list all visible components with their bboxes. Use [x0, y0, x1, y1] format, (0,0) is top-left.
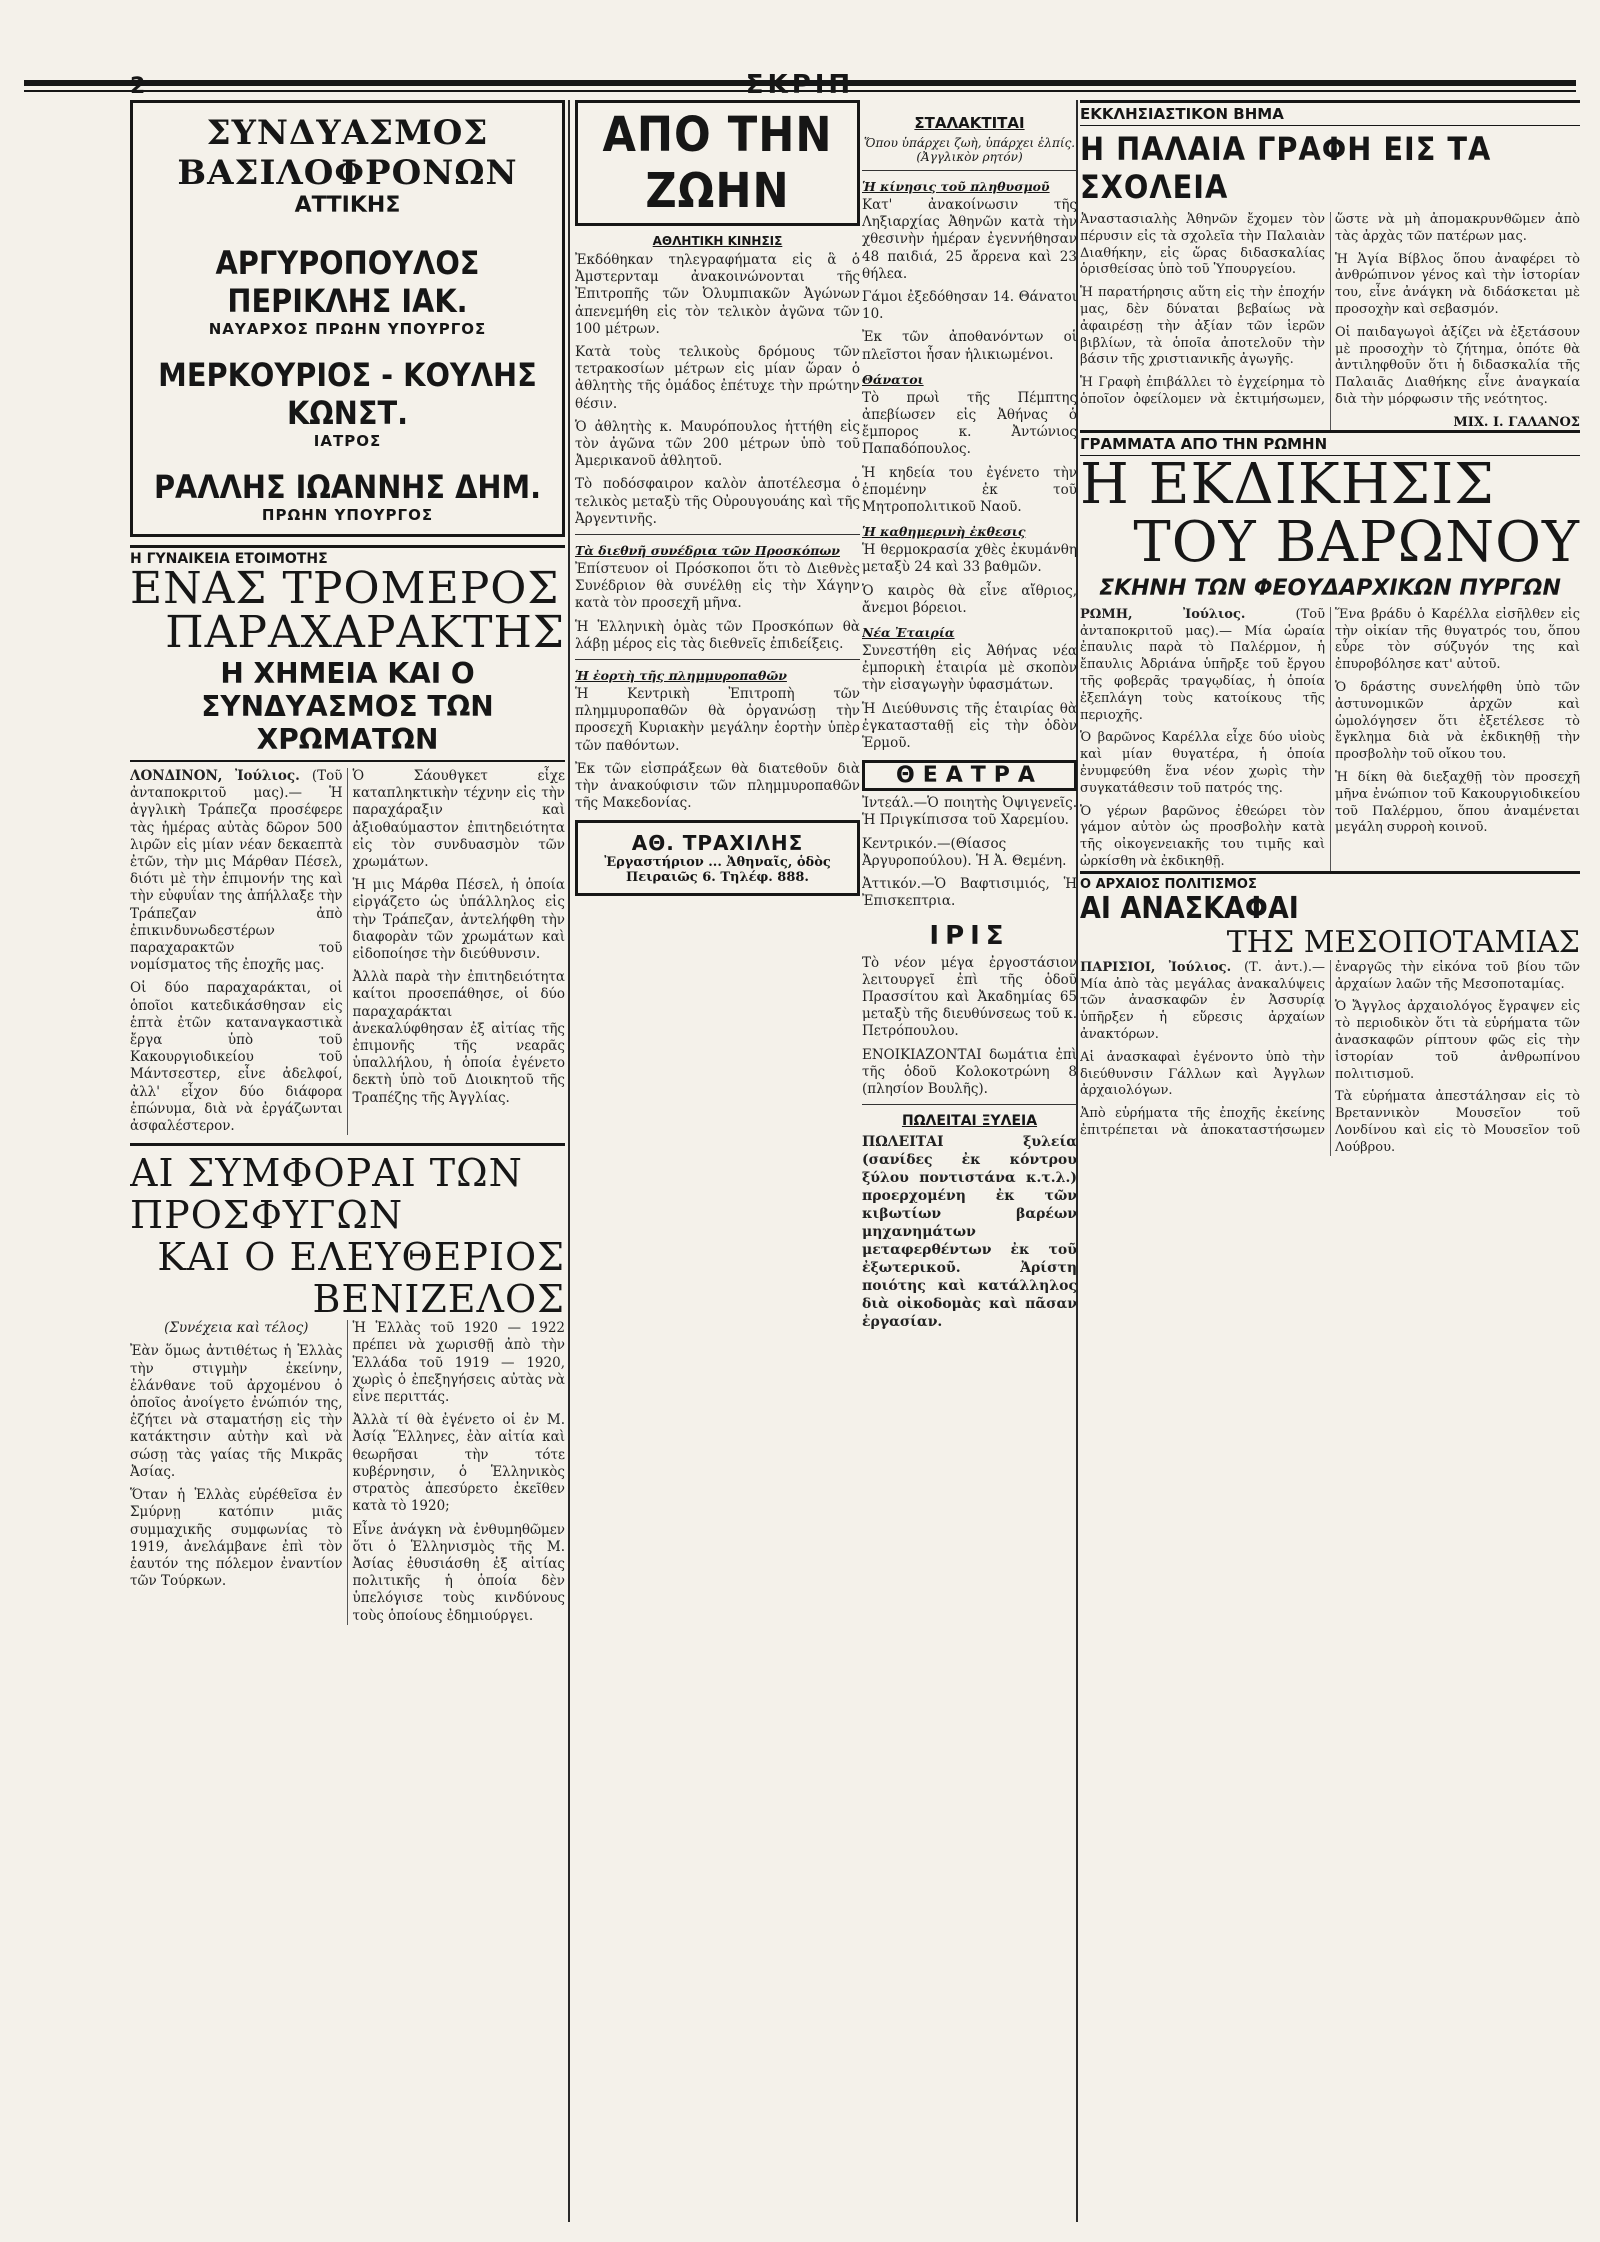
archaeology-headline-2: ΤΗΣ ΜΕΣΟΠΟΤΑΜΙΑΣ — [1226, 924, 1580, 960]
swindle-subhead: Η ΧΗΜΕΙΑ ΚΑΙ Ο ΣΥΝΔΥΑΣΜΟΣ ΤΩΝ ΧΡΩΜΑΤΩΝ — [130, 657, 565, 762]
swindle-headline-1: ΕΝΑΣ ΤΡΟΜΕΡΟΣ — [130, 563, 560, 614]
article-paragraph: Ὁ γέρων βαρῶνος ἐθεώρει τὸν γάμον αὐτὸν ὡς προσβολὴν κατὰ τῆς οἰκογενειακῆς του τιμῆς καὶ ὠρκίσθη νὰ ἐκδικηθῇ. — [1080, 803, 1325, 869]
article-paragraph: Τὸ νέον μέγα ἐργοστάσιον λειτουργεῖ ἐπὶ τῆς ὁδοῦ Πρασσίτου καὶ Ἀκαδημίας 65 μεταξὺ τῆς διευθύνσεως τοῦ κ. Πετρόπουλου. — [862, 954, 1077, 1040]
rome-subhead: ΣΚΗΝΗ ΤΩΝ ΦΕΟΥΔΑΡΧΙΚΩΝ ΠΥΡΓΩΝ — [1099, 575, 1561, 601]
refugees-headline-1: ΑΙ ΣΥΜΦΟΡΑΙ ΤΩΝ ΠΡΟΣΦΥΓΩΝ — [130, 1151, 523, 1238]
article-paragraph: Ἡ Ἑλληνικὴ ὁμὰς τῶν Προσκόπων θὰ λάβῃ μέρος εἰς τὰς διεθνεῖς ἐπιδείξεις. — [575, 618, 860, 652]
article-paragraph: Οἱ δύο παραχαράκται, οἱ ὁποῖοι κατεδικάσθησαν εἰς ἑπτὰ ἐτῶν καταναγκαστικὰ ἔργα ὑπὸ τοῦ Κακουργιοδικείου τοῦ Μάντσεστερ, εἶνε ἀδελφοί, ἀλλ' εἶχον δύο διάφορα ἐπώνυμα, διὰ νὰ ἐργάζωνται ἀσφαλέστερον. — [130, 980, 343, 1135]
candidate-role: ΠΡΩΗΝ ΥΠΟΥΡΓΟΣ — [261, 506, 434, 524]
article-paragraph: Ὅταν ἡ Ἑλλὰς εὑρέθεῖσα ἐν Σμύρνῃ κατόπιν μιᾶς συμμαχικῆς συμφωνίας τὸ 1919, ἀνελάμβανε ἐπὶ τὸν ἑαυτόν της πόλεμον ἐναντίον τῶν Τούρκων. — [130, 1487, 343, 1590]
article-paragraph: Τὸ ποδόσφαιρον καλὸν ἀποτέλεσμα ὁ τελικὸς μεταξὺ τῆς Οὐρουγουάης καὶ τῆς Ἀργεντινῆς. — [575, 476, 860, 527]
dateline: ΡΩΜΗ, Ἰούλιος. — [1080, 606, 1246, 622]
church-kicker: ΕΚΚΛΗΣΙΑΣΤΙΚΟΝ ΒΗΜΑ — [1080, 100, 1580, 126]
article-paragraph: Ἕνα βράδυ ὁ Καρέλλα εἰσῆλθεν εἰς τὴν οἰκίαν τῆς θυγατρός του, ὅπου εὗρε τὸν σύζυγόν της καὶ ἐπυροβόλησε κατ' αὐτοῦ. — [1335, 606, 1580, 673]
crystals-column — [862, 100, 1077, 2222]
article-paragraph: Ἡ δίκη θὰ διεξαχθῇ τὸν προσεχῆ μῆνα ἐνώπιον τοῦ Κακουργιοδικείου τοῦ Παλέρμου, ὅπου ἀναμένεται μεγάλη συρροὴ κοινοῦ. — [1335, 769, 1580, 836]
crystals-quote: Ὅπου ὑπάρχει ζωὴ, ὑπάρχει ἐλπίς. (Ἀγγλικὸν ρητόν) — [863, 136, 1076, 164]
article-paragraph: Ὁ καιρὸς θὰ εἶνε αἴθριος, ἄνεμοι βόρειοι. — [862, 582, 1077, 616]
article-paragraph: Ἰντεάλ.—Ὁ ποιητὴς Ὀψιγενεῖς. Ἡ Πριγκίπισσα τοῦ Χαρεμίου. — [862, 795, 1077, 829]
trachilis-ad — [575, 820, 860, 896]
article-paragraph: Οἱ παιδαγωγοὶ ἀξίζει νὰ ἐξετάσουν μὲ προσοχὴν τὸ ζήτημα, ὁπότε θὰ ἀντιληφθοῦν ὅτι ἡ διδασκαλία τῆς Παλαιᾶς Διαθήκης εἶνε ἀναγκαία διὰ τὴν μόρφωσιν τῆς νεότητος. — [1335, 324, 1580, 407]
article-paragraph: Τὰ εὑρήματα ἀπεστάλησαν εἰς τὸ Βρεταννικὸν Μουσεῖον τοῦ Λονδίνου καὶ εἰς τὸ Μουσεῖον τοῦ Λούβρου. — [1335, 1089, 1580, 1155]
article-paragraph: Ἐκ τῶν εἰσπράξεων θὰ διατεθοῦν διὰ τὴν ἀνακούφισιν τῶν πλημμυροπαθῶν τῆς Μακεδονίας. — [575, 760, 860, 812]
article-paragraph: Ἡ Ἑλλὰς τοῦ 1920 — 1922 πρέπει νὰ χωρισθῇ ἀπὸ τὴν Ἑλλάδα τοῦ 1919 — 1920, χωρὶς ὁ ἐπεξηγήσεις αὐτὰς νὰ εἶνε περιττάς. — [352, 1320, 565, 1406]
article-paragraph: Ἡ Ἁγία Βίβλος ὅπου ἀναφέρει τὸ ἀνθρώπινον γένος καὶ τὴν ἱστορίαν του, εἶνε ἀνάγκη νὰ διδάσκεται μὲ προσοχὴν καὶ σεβασμόν. — [1335, 251, 1580, 317]
population-head: Ἡ κίνησις τοῦ πληθυσμοῦ — [862, 179, 1050, 194]
swindle-kicker: Η ΓΥΝΑΙΚΕΙΑ ΕΤΟΙΜΟΤΗΣ — [130, 545, 565, 567]
ad-body: Ἐργαστήριον ... Ἀθηναῖς, ὁδὸς Πειραιῶς 6. Τηλέφ. 888. — [604, 855, 831, 886]
article-paragraph: Ὁ ἀθλητὴς κ. Μαυρόπουλος ἡττήθη εἰς τὸν ἀγῶνα τῶν 200 μέτρων ὑπὸ τοῦ Ἀμερικανοῦ ἀθλητοῦ. — [575, 418, 860, 470]
article-paragraph: Ὁ βαρῶνος Καρέλλα εἶχε δύο υἱοὺς καὶ μίαν θυγατέρα, ἡ ὁποία ἐνυμφεύθη ἕνα νέον χωρὶς τὴν συγκατάθεσιν τοῦ πατρός της. — [1080, 730, 1325, 796]
life-column — [575, 100, 860, 2222]
archaeology-body — [1080, 960, 1580, 1157]
article-paragraph: Εἶνε ἀνάγκη νὰ ἐνθυμηθῶμεν ὅτι ὁ Ἑλληνισμὸς τῆς Μ. Ἀσίας ἐθυσιάσθη ἐξ αἰτίας πολιτικῆς ἡ ὁποία δὲν ὑπελόγισε τοὺς κινδύνους τοὺς ὁποίους ἐδημιούργει. — [352, 1521, 565, 1624]
scouts-head: Τὰ διεθνῆ συνέδρια τῶν Προσκόπων — [575, 543, 840, 559]
iris-head: ΙΡΙΣ — [929, 920, 1010, 951]
refugees-headline-2: ΚΑΙ Ο ΕΛΕΥΘΕΡΙΟΣ ΒΕΝΙΖΕΛΟΣ — [157, 1235, 565, 1322]
candidate-role: ΝΑΥΑΡΧΟΣ ΠΡΩΗΝ ΥΠΟΥΡΓΟΣ — [208, 320, 487, 338]
article-paragraph: Ἡ μις Μάρθα Πέσελ, ἡ ὁποία εἰργάζετο ὡς ὑπάλληλος εἰς τὴν Τράπεζαν, ἀντελήφθη τὴν διαφορὰν τῶν χρωμάτων καὶ εἰδοποίησε τὴν διεύθυνσιν. — [352, 877, 565, 963]
dateline: ΠΑΡΙΣΙΟΙ, Ἰούλιος. — [1080, 959, 1232, 975]
swindle-headline-2: ΠΑΡΑΧΑΡΑΚΤΗΣ — [165, 607, 565, 658]
article-paragraph: ΕΝΟΙΚΙΑΖΟΝΤΑΙ δωμάτια ἐπὶ τῆς ὁδοῦ Κολοκοτρώνη 8 (πλησίον Βουλῆς). — [862, 1046, 1077, 1097]
theatre-head: ΘΕΑΤΡΑ — [862, 760, 1077, 791]
masthead — [0, 0, 1600, 100]
archaeology-kicker: Ο ΑΡΧΑΙΟΣ ΠΟΛΙΤΙΣΜΟΣ — [1080, 871, 1580, 892]
company-head: Νέα Ἐταιρία — [862, 625, 955, 641]
church-body — [1080, 212, 1580, 430]
article-paragraph: Τὸ πρωὶ τῆς Πέμπτης ἀπεβίωσεν εἰς Ἀθήνας ὁ ἔμπορος κ. Ἀντώνιος Παπαδόπουλος. — [862, 389, 1077, 458]
article-paragraph: Ἡ παρατήρησις αὕτη εἰς τὴν ἐποχήν μας, δὲν δύναται βεβαίως νὰ ἀφαιρέσῃ τὴν ἀξίαν τῶν ἱερῶν βιβλίων, τὰ ὁποῖα ἀποτελοῦν τὴν βάσιν τῆς χριστιανικῆς ἀγωγῆς. — [1080, 285, 1325, 368]
church-signature: ΜΙΧ. Ι. ΓΑΛΑΝΟΣ — [1453, 414, 1580, 430]
article-paragraph: Ἡ Διεύθυνσις τῆς ἑταιρίας θὰ ἐγκατασταθῇ εἰς τὴν ὁδὸν Ἑρμοῦ. — [862, 700, 1077, 752]
candidate-role: ΙΑΤΡΟΣ — [313, 432, 382, 450]
rome-kicker: ΓΡΑΜΜΑΤΑ ΑΠΟ ΤΗΝ ΡΩΜΗΝ — [1080, 430, 1580, 456]
section-rule — [130, 1143, 565, 1146]
life-column-title: ΑΠΟ ΤΗΝ ΖΩΗΝ — [575, 100, 860, 226]
ad-title: ΑΘ. ΤΡΑΧΙΛΗΣ — [631, 831, 804, 856]
dateline: ΛΟΝΔΙΝΟΝ, Ἰούλιος. — [130, 768, 300, 784]
article-paragraph: ΡΩΜΗ, Ἰούλιος. (Τοῦ ἀνταποκριτοῦ μας).— Μία ὡραία ἐπαυλις παρὰ τὸ Παλέρμον, ἡ ἔπαυλις Ἀδριάνα ὑπῆρξε τοῦ ἔργου τῆς φοβερᾶς τραγῳδίας, ἡ ὁποία ἐξεπλάγη τοὺς κατοίκους τῆς περιοχῆς. — [1080, 606, 1325, 723]
article-paragraph: Ἡ Κεντρικὴ Ἐπιτροπὴ τῶν πλημμυροπαθῶν θὰ ὀργανώσῃ τὴν προσεχῆ Κυριακὴν μεγάλην ἑορτὴν ὑπὲρ τῶν παθόντων. — [575, 686, 860, 754]
royalist-box-title: ΣΥΝΔΥΑΣΜΟΣ ΒΑΣΙΛΟΦΡΟΝΩΝ — [177, 113, 518, 193]
article-paragraph: Ἡ Γραφὴ ἐπιβάλλει τὸ ἐγχείρημα τὸ ὁποῖον ὀφείλομεν νὰ ἐκτιμήσωμεν, ὥστε νὰ μὴ ἀπομακρυνθῶμεν ἀπὸ τὰς ἀρχὰς τῶν πατέρων μας. — [1080, 212, 1580, 407]
article-paragraph: Ἀναστασιαλὴς Ἀθηνῶν ἔχομεν τὸν πέρυσιν εἰς τὰ σχολεῖα τὴν Παλαιὰν Διαθήκην, εἰς ὥρας διδασκαλίας ὁρισθείσας ὑπὸ τοῦ Ὑπουργείου. — [1080, 212, 1325, 278]
sale-body: ΠΩΛΕΙΤΑΙ ξυλεία (σανίδες ἐκ κόντρου ξύλου ποντιστάνα κ.τ.λ.) προερχομένη ἐκ τῶν κιβωτίων βαρέων μηχανημάτων μεταφερθέντων ἐκ τοῦ ἐξωτερικοῦ. Ἀρίστη ποιότης καὶ κατάλληλος διὰ οἰκοδομὰς καὶ πᾶσαν ἐργασίαν. — [862, 1134, 1077, 1331]
swindle-body — [130, 768, 565, 1135]
candidate-name: ΜΕΡΚΟΥΡΙΟΣ - ΚΟΥΛΗΣ ΚΩΝΣΤ. — [158, 356, 537, 432]
rome-headline-1: Η ΕΚΔΙΚΗΣΙΣ — [1080, 451, 1495, 517]
paper-name: ΣΚΡΙΠ — [745, 70, 855, 100]
article-paragraph: Αἱ ἀνασκαφαὶ ἐγένοντο ὑπὸ τὴν διεύθυνσιν Γάλλων καὶ Ἀγγλων ἀρχαιολόγων. — [1080, 1049, 1325, 1099]
archaeology-headline-1: ΑΙ ΑΝΑΣΚΑΦΑΙ — [1080, 890, 1299, 926]
article-paragraph: Συνεστήθη εἰς Ἀθήνας νέα ἐμπορικὴ ἑταιρία μὲ σκοπὸν τὴν εἰσαγωγὴν ὑφασμάτων. — [862, 643, 1077, 694]
candidate-name: ΡΑΛΛΗΣ ΙΩΑΝΝΗΣ ΔΗΜ. — [153, 468, 542, 506]
article-paragraph: Ἡ θερμοκρασία χθὲς ἐκυμάνθη μεταξὺ 24 καὶ 33 βαθμῶν. — [862, 542, 1077, 576]
candidate-name: ΑΡΓΥΡΟΠΟΥΛΟΣ ΠΕΡΙΚΛΗΣ ΙΑΚ. — [215, 244, 480, 320]
church-headline: Η ΠΑΛΑΙΑ ΓΡΑΦΗ ΕΙΣ ΤΑ ΣΧΟΛΕΙΑ — [1080, 130, 1492, 206]
separator — [575, 534, 860, 535]
article-paragraph: Ἐκ τῶν ἀποθανόντων οἱ πλεῖστοι ἦσαν ἡλικιωμένοι. — [862, 329, 1077, 363]
article-paragraph: ΛΟΝΔΙΝΟΝ, Ἰούλιος. (Τοῦ ἀνταποκριτοῦ μας).— Ἡ ἀγγλικὴ Τράπεζα προσέφερε τὰς ἡμέρας αὐτὰς δῶρον 500 λιρῶν εἰς μίαν νέαν δεκαεπτὰ ἐτῶν, τὴν μις Μάρθαν Πέσελ, διότι μὲ τὴν ἐπιμονήν της καὶ τὴν εὐφυΐαν της ἀπήλλαξε τὴν Τράπεζαν ἀπὸ ἐπικινδυνωδεστέρων παραχαρακτῶν τοῦ νομίσματος τῆς ἐποχῆς μας. — [130, 768, 343, 974]
article-paragraph: Κατ' ἀνακοίνωσιν τῆς Ληξιαρχίας Ἀθηνῶν κατὰ τὴν χθεσινὴν ἡμέραν ἐγεννήθησαν 48 παιδιά, 25 ἄρρενα καὶ 23 θήλεα. — [862, 197, 1077, 282]
continuation-note: (Συνέχεια καὶ τέλος) — [164, 1320, 309, 1337]
article-paragraph: Ἀλλὰ παρὰ τὴν ἐπιτηδειότητα καίτοι προσεπάθησε, οἱ δύο παραχαράκται ἀνεκαλύφθησαν ἐξ αἰτίας τῆς ἐπιμονῆς τῆς νεαρᾶς ὑπαλλήλου, ἡ ὁποία ἐγένετο δεκτὴ ὑπὸ τοῦ Διοικητοῦ τῆς Τραπέζης τῆς Ἀγγλίας. — [352, 969, 565, 1106]
article-paragraph: Ἀττικόν.—Ὁ Βαφτισιμιός, Ἡ Ἐπισκεπτρια. — [862, 876, 1077, 910]
article-paragraph: Ἐκδόθηκαν τηλεγραφήματα εἰς ἃ ὁ Ἀμστερνταμ ἀνακοινώνονται τῆς Ἐπιτροπῆς τῶν Ὀλυμπιακῶν Ἀγώνων ἀπενεμήθη εἰς τὸν τελικὸν ἀγῶνα τῶν 100 μέτρων. — [575, 252, 860, 337]
flood-head: Ἡ ἐορτὴ τῆς πλημμυροπαθῶν — [575, 668, 787, 684]
right-column — [1080, 100, 1580, 2222]
left-column — [130, 100, 565, 2222]
rome-headline-2: ΤΟΥ ΒΑΡΩΝΟΥ — [1133, 509, 1580, 575]
article-paragraph: Ἀλλὰ τί θὰ ἐγένετο οἱ ἐν Μ. Ἀσίᾳ Ἕλληνες, ἐὰν αἰτία καὶ θεωρῆσαι τὴν τότε κυβέρνησιν, ὁ Ἑλληνικὸς στρατὸς ἀπεσύρετο ἐκεῖθεν κατὰ τὸ 1920; — [352, 1412, 565, 1515]
article-paragraph: Γάμοι ἐξεδόθησαν 14. Θάνατοι 10. — [862, 289, 1077, 323]
article-paragraph: Ὁ δράστης συνελήφθη ὑπὸ τῶν ἀστυνομικῶν ἀρχῶν καὶ ὡμολόγησεν ὅτι ἐξετέλεσε τὸ ἔγκλημα διὰ νὰ ἐκδικηθῇ τὴν προσβολὴν τοῦ οἴκου του. — [1335, 679, 1580, 763]
weather-head: Ἡ καθημερινὴ ἐκθεσις — [862, 524, 1026, 540]
article-paragraph: Ὁ Ἄγγλος ἀρχαιολόγος ἔγραψεν εἰς τὸ περιοδικὸν ὅτι τὰ εὑρήματα τῶν ἀνασκαφῶν ρίπτουν φῶς εἰς τὴν ἱστορίαν τοῦ ἀνθρωπίνου πολιτισμοῦ. — [1335, 999, 1580, 1082]
royalist-box — [130, 100, 565, 537]
article-paragraph: Ἐπίστευον οἱ Πρόσκοποι ὅτι τὸ Διεθνὲς Συνέδριον θὰ συνέλθῃ εἰς τὴν Χάγην κατὰ τὸν προσεχῆ μῆνα. — [575, 561, 860, 612]
rome-body — [1080, 607, 1580, 871]
separator — [575, 659, 860, 660]
sport-head: ΑΘΛΗΤΙΚΗ ΚΙΝΗΣΙΣ — [652, 234, 783, 248]
article-paragraph: Ἡ κηδεία του ἐγένετο τὴν ἑπομένην ἐκ τοῦ Μητροπολιτικοῦ Ναοῦ. — [862, 464, 1077, 516]
separator — [862, 170, 1077, 171]
separator — [862, 1104, 1077, 1105]
page-number: 2 — [130, 74, 146, 99]
article-paragraph: Ἀπὸ εὑρήματα τῆς ἐποχῆς ἐκείνης ἐπιτρέπεται νὰ ἀποκαταστήσωμεν ἐναργῶς τὴν εἰκόνα τοῦ βίου τῶν ἀρχαίων λαῶν τῆς Μεσοποταμίας. — [1080, 959, 1580, 1138]
refugees-body — [130, 1320, 565, 1624]
article-paragraph: ΠΑΡΙΣΙΟΙ, Ἰούλιος. (Τ. ἀντ.).— Μία ἀπὸ τὰς μεγάλας ἀνακαλύψεις τῶν ἀνασκαφῶν ἐν Ἀσσυρίᾳ ὑπῆρξεν ἡ εὕρεσις ἀρχαίων ἀνακτόρων. — [1080, 959, 1325, 1042]
deaths-head: Θάνατοι — [862, 371, 924, 387]
article-paragraph: Ἐὰν ὅμως ἀντιθέτως ἡ Ἑλλὰς τὴν στιγμὴν ἐκείνην, ἐλάνθανε τοῦ ἀρχομένου ὁ ὁποῖος ἀνοίγετο ἐνώπιόν της, ἐζήτει νὰ σταματήσῃ εἰς τὴν κατάκτησιν αὐτὴν καὶ νὰ σώσῃ τὰς γαίας τῆς Μικρᾶς Ἀσίας. — [130, 1343, 343, 1480]
column-divider — [568, 100, 570, 2222]
article-paragraph: Κεντρικόν.—(Θίασος Ἀργυροπούλου). Ἡ Ἀ. Θεμένη. — [862, 835, 1067, 869]
sale-head: ΠΩΛΕΙΤΑΙ ΞΥΛΕΙΑ — [901, 1113, 1038, 1130]
article-paragraph: Ὁ Σάουθγκετ εἶχε καταπληκτικὴν τέχνην εἰς τὴν παραχάραξιν καὶ ἀξιοθαύμαστον ἐπιτηδειότητα εἰς τὸν συνδυασμὸν τῶν χρωμάτων. — [352, 768, 565, 871]
article-paragraph: Κατὰ τοὺς τελικοὺς δρόμους τῶν τετρακοσίων μέτρων εἰς μίαν ὥραν ὁ ἀθλητὴς τῆς ὁμάδος ἐπέτυχε τὴν πρώτην θέσιν. — [575, 344, 860, 412]
crystals-title: ΣΤΑΛΑΚΤΙΤΑΙ — [914, 114, 1025, 132]
royalist-box-region: ΑΤΤΙΚΗΣ — [294, 193, 401, 218]
